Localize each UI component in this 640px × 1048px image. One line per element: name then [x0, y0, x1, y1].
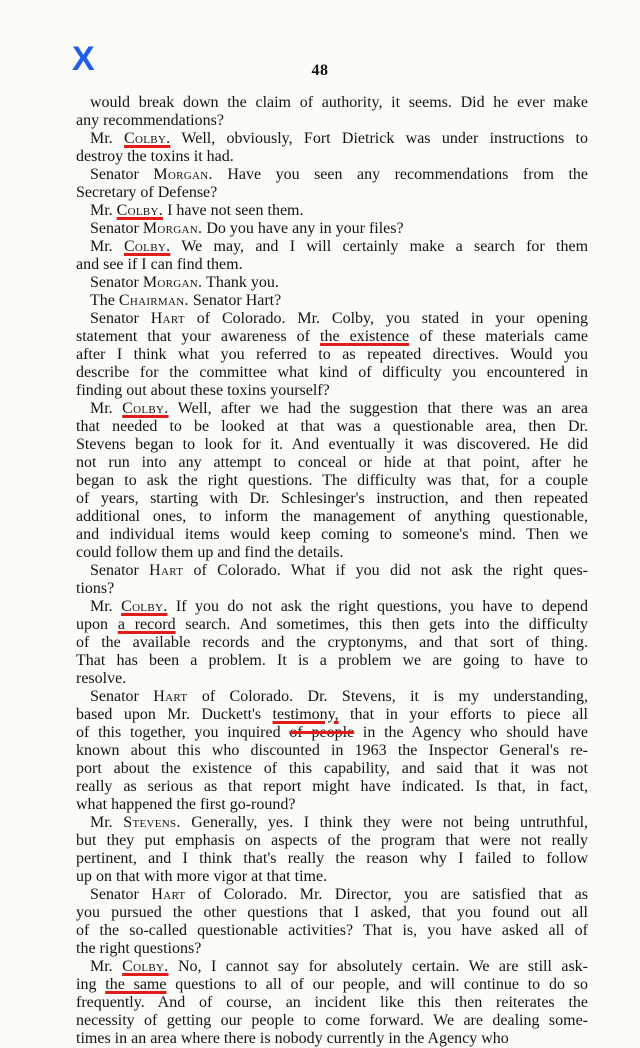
text-line: Senator Morgan. Have you seen any recommendations from the — [90, 166, 588, 183]
text-line: frequently. And of course, an incident like this then reiterates the — [76, 994, 588, 1011]
text-line: up on that with more vigor at that time. — [76, 868, 328, 885]
text-line: Senator Morgan. Do you have any in your files? — [90, 220, 404, 237]
red-underline-annotation: the existence — [320, 328, 410, 345]
text-line: finding out about these toxins yourself? — [76, 382, 330, 399]
text-line: could follow them up and find the details. — [76, 544, 344, 561]
text-line: Senator Hart of Colorado. Mr. Director, you are satisfied that as — [90, 886, 588, 903]
page-number: 48 — [311, 62, 329, 79]
text-line: the right questions? — [76, 940, 202, 957]
text-line: after I think what you referred to as repeated directives. Would you — [76, 346, 588, 363]
text-line: port about the existence of this capability, and said that it was not — [76, 760, 588, 777]
text-line: Mr. Colby. Well, after we had the suggestion that there was an area — [90, 400, 588, 417]
speaker-name: Chairman. — [118, 292, 189, 309]
text-line: resolve. — [76, 670, 127, 687]
text-line: Senator Hart of Colorado. What if you did not ask the right ques- — [90, 562, 588, 579]
transcript-body — [76, 94, 588, 1048]
speaker-name: Colby. — [123, 238, 171, 255]
text-line: really as serious as that report might have indicated. Is that, in fact, — [76, 778, 588, 795]
text-line: That has been a problem. It is a problem we are going to have to — [76, 652, 588, 669]
text-line: not run into any attempt to conceal or hide at that point, after he — [76, 454, 588, 471]
red-underline-annotation: the same — [105, 976, 167, 993]
text-line: of this together, you inquired of people in the Agency who should have — [76, 724, 589, 741]
text-line: known about this who discounted in 1963 the Inspector General's re- — [76, 742, 588, 759]
text-line: what happened the first go-round? — [76, 796, 296, 813]
text-line: Secretary of Defense? — [76, 184, 218, 201]
text-line: Mr. Colby. No, I cannot say for absolutely certain. We are still ask- — [90, 958, 589, 975]
text-line: pertinent, and I think that's really the reason why I failed to follow — [76, 850, 588, 867]
text-line: and individual items would keep coming to someone's mind. Then we — [76, 526, 588, 543]
speaker-name: Morgan. — [142, 274, 203, 291]
text-line: necessity of getting our people to come forward. We are dealing some- — [76, 1012, 588, 1029]
speaker-name: Hart — [150, 310, 185, 327]
speaker-name: Hart — [153, 688, 188, 705]
text-line: additional ones, to inform the management of anything questionable, — [76, 508, 588, 525]
text-line: would break down the claim of authority, it seems. Did he ever make — [90, 94, 588, 111]
text-line: that needed to be looked at that was a questionable area, then Dr. — [76, 418, 588, 435]
text-line: destroy the toxins it had. — [76, 148, 234, 165]
text-line: Mr. Colby. We may, and I will certainly make a search for them — [90, 238, 589, 255]
text-line: Senator Hart of Colorado. Dr. Stevens, it is my understanding, — [90, 688, 589, 705]
text-line: describe for the committee what kind of difficulty you encountered in — [76, 364, 588, 381]
text-line: tions? — [76, 580, 115, 597]
text-line: of the available records and the cryptonyms, and that sort of thing. — [76, 634, 588, 651]
speaker-name: Stevens. — [123, 814, 181, 831]
text-line: Mr. Colby. If you do not ask the right questions, you have to depend — [90, 598, 588, 615]
text-line: ing the same questions to all of our people, and will continue to do so — [76, 976, 589, 993]
red-underline-annotation: testimony, — [272, 706, 339, 723]
speaker-name: Colby. — [122, 958, 169, 975]
text-line: of years, starting with Dr. Schlesinger's instruction, and then repeated — [76, 490, 588, 507]
speaker-name: Colby. — [122, 400, 169, 417]
text-line: Stevens began to look for it. And eventually it was discovered. He did — [76, 436, 588, 453]
text-line: upon a record search. And sometimes, this then gets into the difficulty — [76, 616, 588, 633]
red-strike-annotation: of people — [289, 724, 355, 741]
red-underline-annotation: a record — [117, 616, 176, 633]
speaker-name: Colby. — [123, 130, 171, 147]
speaker-name: Hart — [151, 886, 186, 903]
text-line: Senator Morgan. Thank you. — [90, 274, 279, 291]
text-line: Mr. Stevens. Generally, yes. I think they were not being untruthful, — [90, 814, 589, 831]
text-line: Mr. Colby. I have not seen them. — [90, 202, 304, 219]
text-line: Senator Hart of Colorado. Mr. Colby, you stated in your opening — [90, 310, 588, 327]
text-line: any recommendations? — [76, 112, 224, 129]
text-line: based upon Mr. Duckett's testimony, that in your efforts to piece all — [76, 706, 588, 723]
text-line: began to ask the right questions. The difficulty was that, for a couple — [76, 472, 588, 489]
text-line: and see if I can find them. — [76, 256, 243, 273]
text-line: you pursued the other questions that I asked, that you found out all — [76, 904, 588, 921]
blue-x-mark: X — [72, 40, 95, 78]
text-line: The Chairman. Senator Hart? — [90, 292, 282, 309]
speaker-name: Colby. — [116, 202, 164, 219]
text-line: of the so-called questionable activities? That is, you have asked all of — [76, 922, 588, 939]
speaker-name: Hart — [149, 562, 184, 579]
text-line: statement that your awareness of the existence of these materials came — [76, 328, 588, 345]
speaker-name: Morgan. — [142, 220, 203, 237]
speaker-name: Colby. — [121, 598, 168, 615]
text-line: but they put emphasis on aspects of the program that were not really — [76, 832, 588, 849]
text-line: times in an area where there is nobody currently in the Agency who — [76, 1030, 509, 1047]
text-line: Mr. Colby. Well, obviously, Fort Dietrick was under instructions to — [90, 130, 588, 147]
speaker-name: Morgan. — [153, 166, 213, 183]
